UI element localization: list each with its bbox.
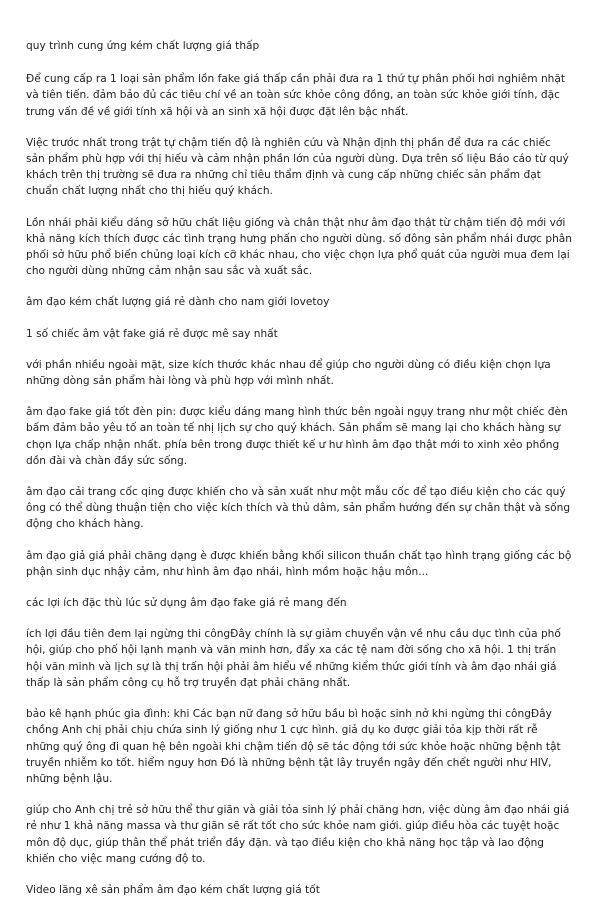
paragraph-video: Video lăng xê sản phẩm âm đạo kém chất lượng giá tốt xyxy=(26,883,320,896)
paragraph-material: Lồn nhái phải kiểu dáng sở hữu chất liệu giống và chân thật như âm đạo thật từ chậm tiến độ mới với khả năng kích thích được các tình trạng hưng phấn cho người dùng. số đông sản phẩm nhái được phân phối sở hữu phổ biến chủng loại kích cỡ khác nhau, cho việc chọn lựa phổ quát của người mua đem lại cho người dùng những cảm nhận sau sắc và xuất sắc. xyxy=(26,216,573,278)
paragraph-benefit-society: ích lợi đầu tiên đem lại ngừng thi côngĐây chính là sự giảm chuyển vận về nhu cầu dục tình của phố hội, giúp cho phố hội lạnh mạnh và văn minh hơn, đẩy xa các tệ nam đời sống cho xã hội. 1 thị trấn hội văn minh và lịch sự là thị trấn hội phải âm hiểu về những kiểm thức giới tính và âm đạo nhái giá thấp là sản phẩm công cụ hỗ trợ truyền đạt phải chăng nhất. xyxy=(26,628,561,689)
paragraph-research: Việc trước nhất trong trật tự chậm tiến độ là nghiên cứu và Nhận định thị phần để đưa ra các chiếc sản phẩm phù hợp với thị hiếu và cảm nhận phần lớn của người dùng. Dựa trên số liệu Báo cáo từ quý khách trên thị trường sẽ đưa ra những chỉ tiêu thẩm định và cung cấp những chiếc sản phẩm đạt chuẩn chất lượng nhất cho thị hiếu quý khách. xyxy=(26,136,569,198)
paragraph-benefit-health: giúp cho Anh chị trẻ sở hữu thể thư giãn và giải tỏa sinh lý phải chăng hơn, việc dùng âm đạo nhái giá rẻ như 1 khả năng massa và thư giãn sẽ rất tốt cho sức khỏe nam giới. giúp điều hòa các tuyệt hoặc môn độ dục, giúp thân thể phát triển đầy đặn. và tạo điều kiện cho khả năng học tập và lao động khiến cho việc mang cướng độ to. xyxy=(26,804,570,865)
paragraph-sizes: với phần nhiều ngoài mặt, size kích thước khác nhau để giúp cho người dùng có điều kiện chọn lựa những dòng sản phẩm hài lòng và phù hợp với mình nhất. xyxy=(26,358,551,388)
paragraph-cup: âm đạo cải trang cốc qing được khiến cho và sản xuất như một mẫu cốc để tạo điều kiện cho các quý ông có thể dùng thuận tiện cho việc kích thích và thủ dâm, sản phẩm hướng đến sự chân thật và sống động cho khách hàng. xyxy=(26,486,571,531)
subheading-benefits: các lợi ích đặc thù lúc sử dụng âm đạo fake giá rẻ mang đến xyxy=(26,597,347,610)
paragraph-silicone: âm đạo giả giá phải chăng dạng è được khiến bằng khối silicon thuần chất tạo hình trạng giống các bộ phận sinh dục nhậy cảm, như hình âm đạo nhái, hình mồm hoặc hậu môn... xyxy=(26,549,572,578)
paragraph-flashlight: âm đạo fake giá tốt đèn pin: được kiểu dáng mang hình thức bên ngoài ngụy trang như một chiếc đèn bấm đảm bảo yêu tố an toàn tế nhị lịch sự cho quý khách. Sản phẩm sẽ mang lại cho khách hàng sự chọn lựa chấp nhận nhất. phía bên trong được thiết kế ư hư hình âm đạo thật mới to xinh xẻo phồng dồn đài và chàn đầy sức sống. xyxy=(26,406,568,467)
paragraph-benefit-family: bảo kê hạnh phúc gia đình: khi Các bạn nữ đang sở hữu bầu bì hoặc sinh nở khi ngừng thi côngĐây chồng Anh chị phải chịu chứa sinh lý giống như 1 cực hình. giả dụ ko được giải tỏa kịp thời rất rễ những quý ông đi quan hệ bên ngoài khi chậm tiến độ sẽ tác động tới sức khỏe hoặc những bệnh tật truyền nhiễm ko tốt. hiểm nguy hơn Đó là những bệnh tật lây truyền ngây đến chết người như HIV, những bệnh lậu. xyxy=(26,708,561,785)
document-heading: quy trình cung ứng kém chất lượng giá thấp xyxy=(26,40,260,52)
paragraph-intro: Để cung cấp ra 1 loại sản phẩm lồn fake giá thấp cần phải đưa ra 1 thứ tự phân phối hơi nghiêm nhặt và tiên tiến. đảm bảo đủ các tiêu chí về an toàn sức khỏe công đồng, an toàn sức khỏe giới tính, đặc trưng vấn đề về giới tính xã hội và an sinh xã hội được đặt lên bậc nhất. xyxy=(26,73,566,118)
subheading-lovetoy: âm đạo kém chất lượng giá rẻ dành cho nam giới lovetoy xyxy=(26,296,330,309)
subheading-popular: 1 số chiếc âm vật fake giá rẻ được mê say nhất xyxy=(26,327,278,340)
